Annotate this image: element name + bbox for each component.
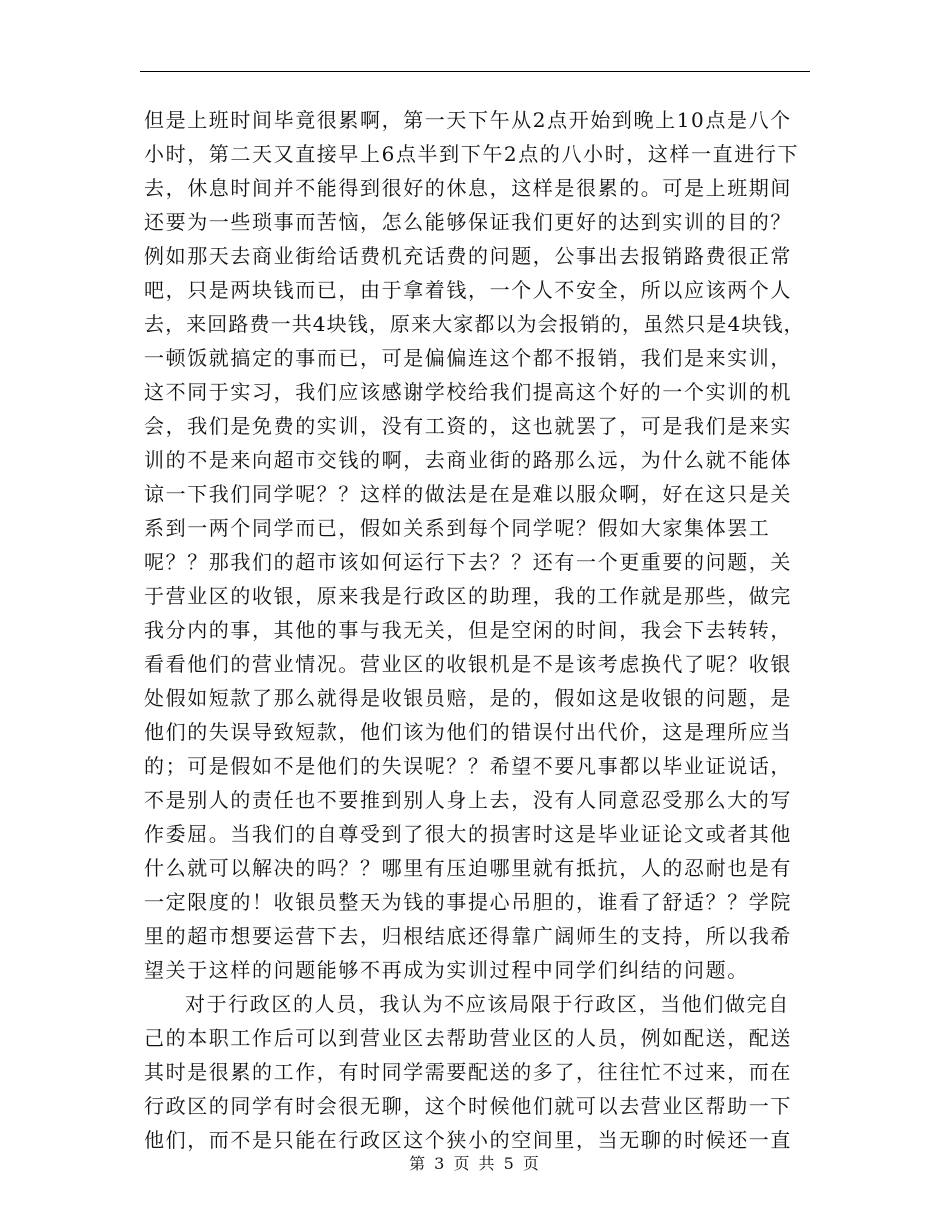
text-line: 去，来回路费一共4块钱，原来大家都以为会报销的，虽然只是4块钱，	[144, 312, 805, 336]
text-line: 系到一两个同学而已，假如关系到每个同学呢？假如大家集体罢工	[144, 516, 771, 540]
text-line: 他们的失误导致短款，他们该为他们的错误付出代价，这是理所应当	[144, 720, 792, 744]
page-number-footer: 第 3 页 共 5 页	[409, 1154, 541, 1173]
text-line: 里的超市想要运营下去，归根结底还得靠广阔师生的支持，所以我希	[144, 924, 792, 948]
header-rule	[140, 71, 810, 72]
text-line: 去，休息时间并不能得到很好的休息，这样是很累的。可是上班期间	[144, 176, 792, 200]
paragraph-first-line: 对于行政区的人员，我认为不应该局限于行政区，当他们做完自	[185, 992, 790, 1016]
text-line: 例如那天去商业街给话费机充话费的问题，公事出去报销路费很正常	[144, 244, 792, 268]
text-line: 不是别人的责任也不要推到别人身上去，没有人同意忍受那么大的写	[144, 788, 792, 812]
text-line: 的；可是假如不是他们的失误呢？？希望不要凡事都以毕业证说话，	[144, 754, 792, 778]
text-line: 还要为一些琐事而苦恼，怎么能够保证我们更好的达到实训的目的？	[144, 210, 792, 234]
text-line: 望关于这样的问题能够不再成为实训过程中同学们纠结的问题。	[144, 958, 749, 982]
text-line: 呢？？那我们的超市该如何运行下去？？还有一个更重要的问题，关	[144, 550, 792, 574]
text-line: 于营业区的收银，原来我是行政区的助理，我的工作就是那些，做完	[144, 584, 792, 608]
text-line: 行政区的同学有时会很无聊，这个时候他们就可以去营业区帮助一下	[144, 1094, 792, 1118]
text-line: 一顿饭就搞定的事而已，可是偏偏连这个都不报销，我们是来实训，	[144, 346, 792, 370]
text-line: 我分内的事，其他的事与我无关，但是空闲的时间，我会下去转转，	[144, 618, 792, 642]
text-line: 其时是很累的工作，有时同学需要配送的多了，往往忙不过来，而在	[144, 1060, 792, 1084]
text-line: 小时，第二天又直接早上6点半到下午2点的八小时，这样一直进行下	[144, 142, 800, 166]
text-line: 但是上班时间毕竟很累啊，第一天下午从2点开始到晚上10点是八个	[144, 108, 792, 132]
text-line: 己的本职工作后可以到营业区去帮助营业区的人员，例如配送，配送	[144, 1026, 792, 1050]
text-line: 作委屈。当我们的自尊受到了很大的损害时这是毕业证论文或者其他	[144, 822, 792, 846]
text-line: 训的不是来向超市交钱的啊，去商业街的路那么远，为什么就不能体	[144, 448, 792, 472]
text-line: 谅一下我们同学呢？？这样的做法是在是难以服众啊，好在这只是关	[144, 482, 792, 506]
text-line: 他们，而不是只能在行政区这个狭小的空间里，当无聊的时候还一直	[144, 1128, 792, 1152]
text-line: 一定限度的！收银员整天为钱的事提心吊胆的，谁看了舒适？？学院	[144, 890, 792, 914]
text-line: 处假如短款了那么就得是收银员赔，是的，假如这是收银的问题，是	[144, 686, 792, 710]
text-line: 吧，只是两块钱而已，由于拿着钱，一个人不安全，所以应该两个人	[144, 278, 792, 302]
text-line: 会，我们是免费的实训，没有工资的，这也就罢了，可是我们是来实	[144, 414, 792, 438]
text-line: 这不同于实习，我们应该感谢学校给我们提高这个好的一个实训的机	[144, 380, 792, 404]
text-line: 什么就可以解决的吗？？哪里有压迫哪里就有抵抗，人的忍耐也是有	[144, 856, 792, 880]
text-line: 看看他们的营业情况。营业区的收银机是不是该考虑换代了呢？收银	[144, 652, 792, 676]
